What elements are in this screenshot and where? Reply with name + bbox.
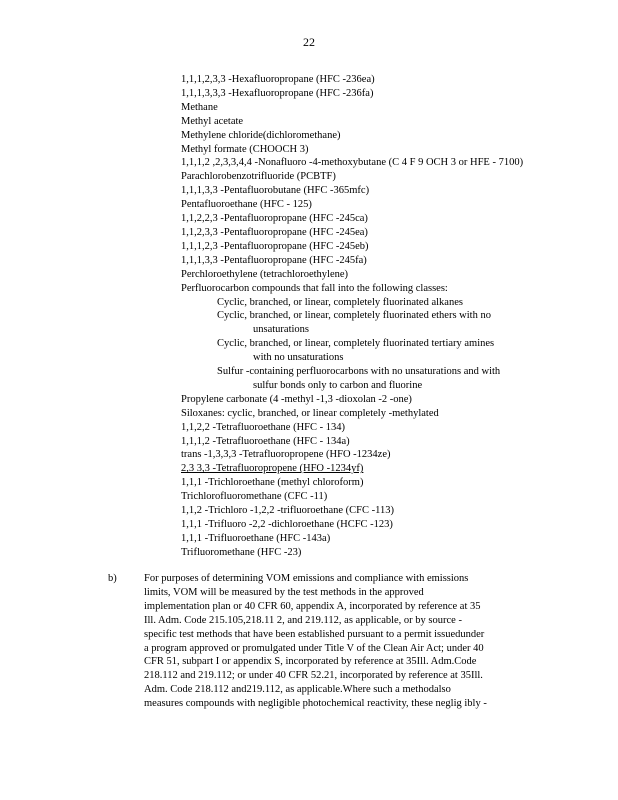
compound-text: Perchloroethylene (tetrachloroethylene) — [181, 268, 349, 280]
compound-text: 1,1,1 -Trifluoroethane (HFC -143a) — [181, 532, 331, 544]
compound-list-item — [181, 282, 561, 296]
paragraph-line: 218.112 and 219.112; or under 40 CFR 52.21, incorporated by reference at 35Ill. — [144, 670, 483, 682]
compound-text: Cyclic, branched, or linear, completely fluorinated ethers with no — [217, 310, 491, 322]
compound-list-item — [181, 518, 561, 532]
compound-text: Methane — [181, 101, 218, 113]
compound-text: Methyl formate (CHOOCH 3) — [181, 143, 309, 155]
compound-list-item — [181, 268, 561, 282]
compound-list-item — [181, 490, 561, 504]
compound-text: Trichlorofluoromethane (CFC -11) — [181, 491, 328, 503]
compound-list-item — [181, 184, 561, 198]
page-number: 22 — [303, 35, 315, 49]
compound-list-item — [181, 101, 561, 115]
paragraph-line: limits, VOM will be measured by the test methods in the approved — [144, 586, 424, 598]
compound-text: Methylene chloride(dichloromethane) — [181, 129, 341, 141]
paragraph-line: Ill. Adm. Code 215.105,218.11 2, and 219.112, as applicable, or by source - — [144, 614, 462, 626]
paragraph-line: measures compounds with negligible photochemical reactivity, these neglig ibly - — [144, 698, 487, 710]
compound-text: 1,1,2 -Trichloro -1,2,2 -trifluoroethane (CFC -113) — [181, 505, 394, 517]
compound-list-item — [181, 115, 561, 129]
compound-list-item — [181, 296, 561, 310]
compound-list-item — [181, 435, 561, 449]
compound-text: 1,1,1 -Trichloroethane (methyl chloroform) — [181, 477, 364, 489]
compound-list-item — [181, 226, 561, 240]
paragraph-line: specific test methods that have been established pursuant to a permit issuedunder — [144, 628, 485, 640]
compound-text: 1,1,1,2 ,2,3,3,4,4 -Nonafluoro -4-methoxybutane (C 4 F 9 OCH 3 or HFE - 7100) — [181, 157, 524, 169]
compound-text: 1,1,1,3,3 -Pentafluoropropane (HFC -245fa) — [181, 254, 367, 266]
compound-text: Propylene carbonate (4 -methyl -1,3 -dioxolan -2 -one) — [181, 393, 412, 405]
compound-list-item — [181, 546, 561, 560]
compound-text: trans -1,3,3,3 -Tetrafluoropropene (HFO -1234ze) — [181, 449, 391, 461]
paragraph-b-label: b) — [108, 573, 117, 584]
compound-text: 1,1,1 -Trifluoro -2,2 -dichloroethane (HCFC -123) — [181, 519, 393, 530]
compound-text: sulfur bonds only to carbon and fluorine — [253, 379, 423, 391]
compound-text: 1,1,1,3,3,3 -Hexafluoropropane (HFC -236fa) — [181, 87, 374, 99]
compound-list-item — [181, 476, 561, 490]
compound-list-item — [181, 156, 561, 170]
compound-list-item — [181, 462, 561, 476]
exempt-compound-list — [181, 73, 561, 560]
compound-text: Siloxanes: cyclic, branched, or linear completely -methylated — [181, 407, 439, 419]
compound-list-item — [181, 170, 561, 184]
compound-list-item — [181, 143, 561, 157]
compound-list-item — [181, 73, 561, 87]
compound-list-item — [181, 421, 561, 435]
compound-text: Perfluorocarbon compounds that fall into the following classes: — [181, 282, 448, 294]
compound-list-item — [181, 337, 561, 351]
paragraph-line: a program approved or promulgated under Title V of the Clean Air Act; under 40 — [144, 642, 484, 654]
compound-list-item — [181, 407, 561, 421]
compound-text: 1,1,1,2 -Tetrafluoroethane (HFC - 134a) — [181, 435, 350, 447]
compound-list-item — [181, 129, 561, 143]
compound-text: 1,1,1,2,3 -Pentafluoropropane (HFC -245eb) — [181, 240, 369, 252]
compound-text: Sulfur -containing perfluorocarbons with no unsaturations and with — [217, 366, 501, 378]
compound-list-item — [181, 351, 561, 365]
compound-text: 1,1,2,2,3 -Pentafluoropropane (HFC -245ca) — [181, 213, 368, 225]
compound-text: Trifluoromethane (HFC -23) — [181, 546, 302, 558]
compound-text: 2,3 3,3 -Tetrafluoropropene (HFO -1234yf) — [181, 463, 364, 475]
compound-text: Parachlorobenzotrifluoride (PCBTF) — [181, 171, 336, 183]
compound-text: with no unsaturations — [253, 352, 344, 364]
compound-text: 1,1,2,3,3 -Pentafluoropropane (HFC -245ea) — [181, 226, 368, 238]
compound-list-item — [181, 240, 561, 254]
compound-text: Cyclic, branched, or linear, completely fluorinated alkanes — [217, 296, 463, 308]
paragraph-b-text — [144, 572, 524, 711]
compound-text: 1,1,2,2 -Tetrafluoroethane (HFC - 134) — [181, 421, 346, 433]
paragraph-line: Adm. Code 218.112 and219.112, as applicable.Where such a methodalso — [144, 684, 451, 696]
paragraph-line: implementation plan or 40 CFR 60, appendix A, incorporated by reference at 35 — [144, 600, 481, 612]
compound-list-item — [181, 212, 561, 226]
compound-list-item — [181, 393, 561, 407]
compound-list-item — [181, 323, 561, 337]
paragraph-line: For purposes of determining VOM emissions and compliance with emissions — [144, 573, 469, 584]
compound-list-item — [181, 365, 561, 379]
compound-list-item — [181, 532, 561, 546]
compound-list-item — [181, 379, 561, 393]
compound-list-item — [181, 87, 561, 101]
compound-list-item — [181, 254, 561, 268]
compound-text: unsaturations — [253, 324, 309, 336]
compound-list-item — [181, 504, 561, 518]
compound-text: 1,1,1,2,3,3 -Hexafluoropropane (HFC -236ea) — [181, 74, 375, 85]
compound-text: Methyl acetate — [181, 115, 244, 127]
compound-list-item — [181, 198, 561, 212]
compound-text: Pentafluoroethane (HFC - 125) — [181, 199, 312, 211]
paragraph-line: CFR 51, subpart I or appendix S, incorporated by reference at 35Ill. Adm.Code — [144, 656, 477, 668]
compound-list-item — [181, 448, 561, 462]
compound-text: 1,1,1,3,3 -Pentafluorobutane (HFC -365mfc) — [181, 185, 370, 197]
compound-text: Cyclic, branched, or linear, completely fluorinated tertiary amines — [217, 338, 495, 350]
compound-list-item — [181, 309, 561, 323]
